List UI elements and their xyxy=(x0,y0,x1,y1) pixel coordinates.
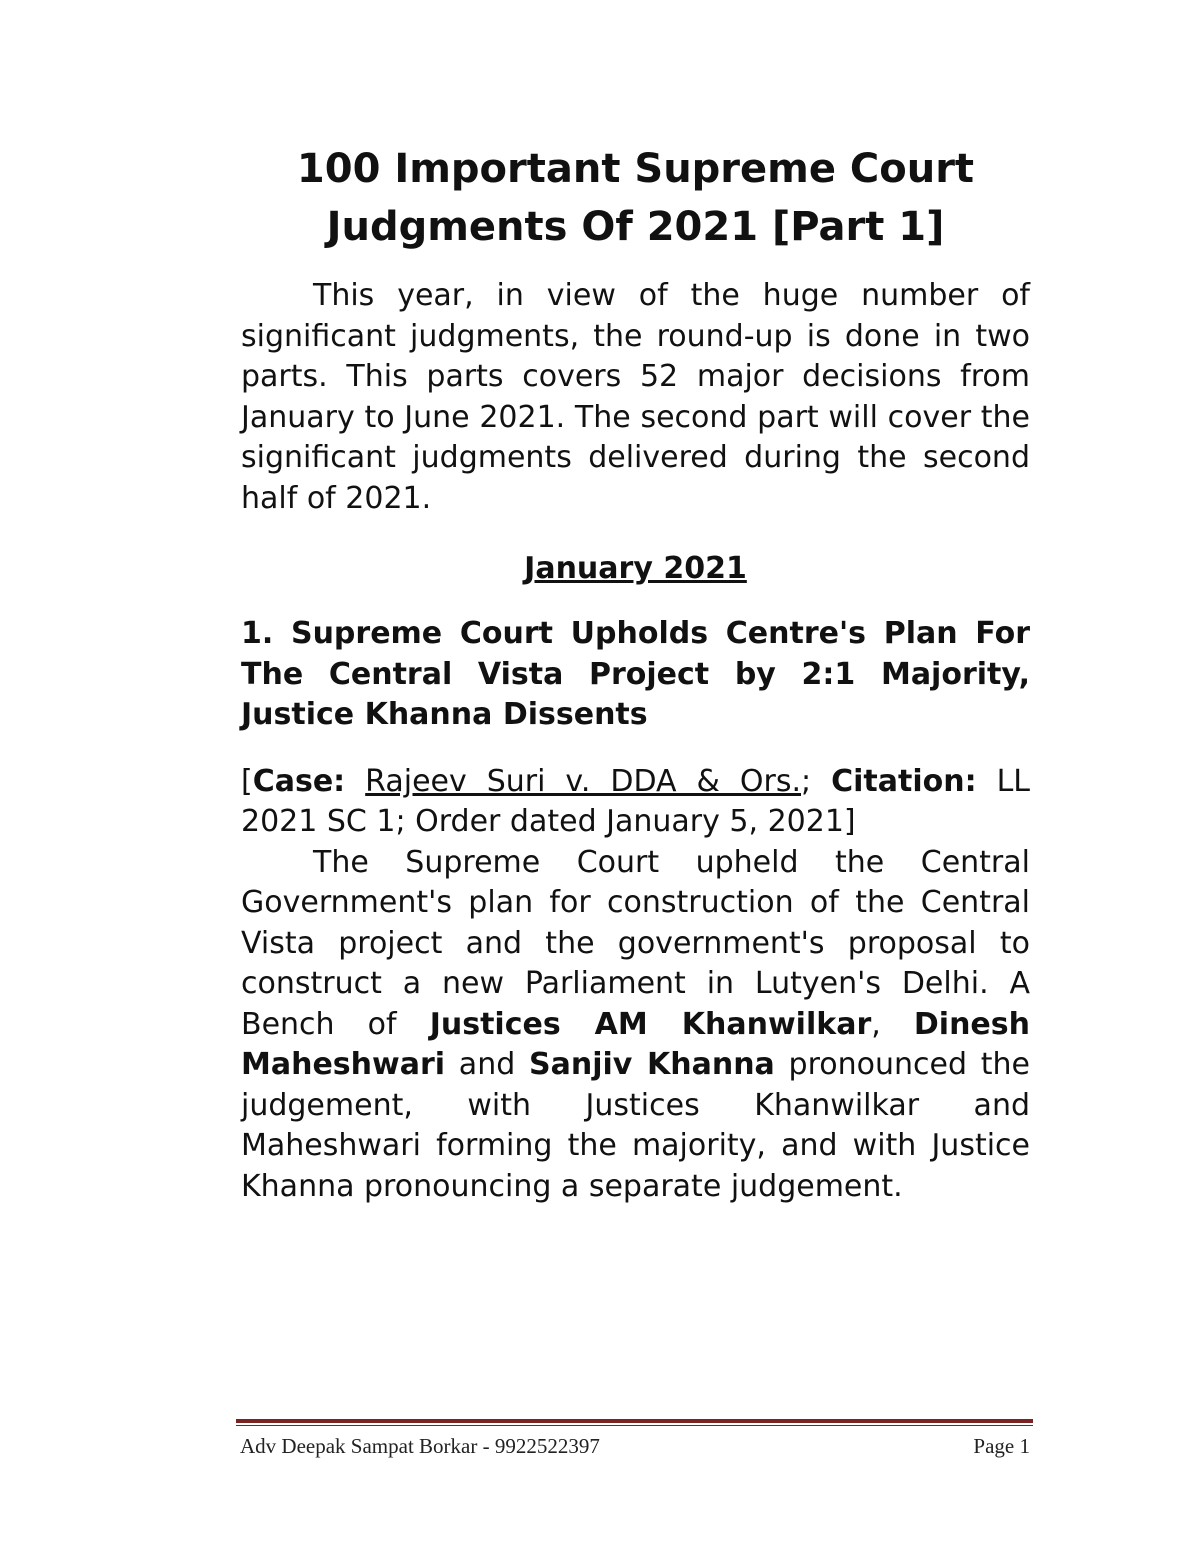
intro-paragraph: This year, in view of the huge number of significant judgments, the round-up is done in two parts. This parts covers 52 major decisions from January to June 2021. The second part will cover the significant judgments delivered during the second half of 2021. xyxy=(241,278,1030,516)
summary-sep-2: and xyxy=(445,1047,529,1082)
citation-open-bracket: [ xyxy=(241,763,253,799)
title-line-2: Judgments Of 2021 [Part 1] xyxy=(326,204,945,250)
title-line-1: 100 Important Supreme Court xyxy=(296,146,975,192)
case-citation xyxy=(241,762,1030,843)
footer-rule-thick xyxy=(236,1419,1033,1423)
footer-author: Adv Deepak Sampat Borkar - 9922522397 xyxy=(240,1434,600,1458)
summary-sep-1: , xyxy=(871,1006,914,1042)
judge-name-1: Justices AM Khanwilkar xyxy=(429,1006,872,1042)
case-heading: 1. Supreme Court Upholds Centre's Plan For The Central Vista Project by 2:1 Majority, Justice Khanna Dissents xyxy=(241,616,1030,732)
summary-text-1: The Supreme Court upheld the Central Government's plan for construction of the Central Vista project and the government's proposal to construct a new Parliament in Lutyen's Delhi. A Bench of xyxy=(241,844,1030,1042)
judge-name-3: Sanjiv Khanna xyxy=(529,1047,775,1082)
citation-separator: ; xyxy=(801,763,812,799)
footer-rule-thin xyxy=(236,1425,1033,1426)
judge-name-2: Dinesh Maheshwari xyxy=(241,1006,1030,1082)
footer-rule xyxy=(236,1419,1033,1426)
citation-text: LL 2021 SC 1; Order dated January 5, 2021] xyxy=(241,763,1030,839)
citation-label: Citation: xyxy=(831,763,977,799)
case-name-link[interactable]: Rajeev Suri v. DDA & Ors. xyxy=(365,763,801,799)
summary-text-2: pronounced the judgement, with Justices Khanwilkar and Maheshwari forming the majority, and with Justice Khanna pronouncing a separate judgement. xyxy=(241,1047,1030,1204)
case-label: Case: xyxy=(252,763,346,799)
document-title xyxy=(241,140,1030,256)
footer-page-number: Page 1 xyxy=(973,1434,1030,1458)
month-heading: January 2021 xyxy=(524,551,747,586)
page-content xyxy=(241,140,1030,1207)
summary-paragraph xyxy=(241,843,1030,1208)
